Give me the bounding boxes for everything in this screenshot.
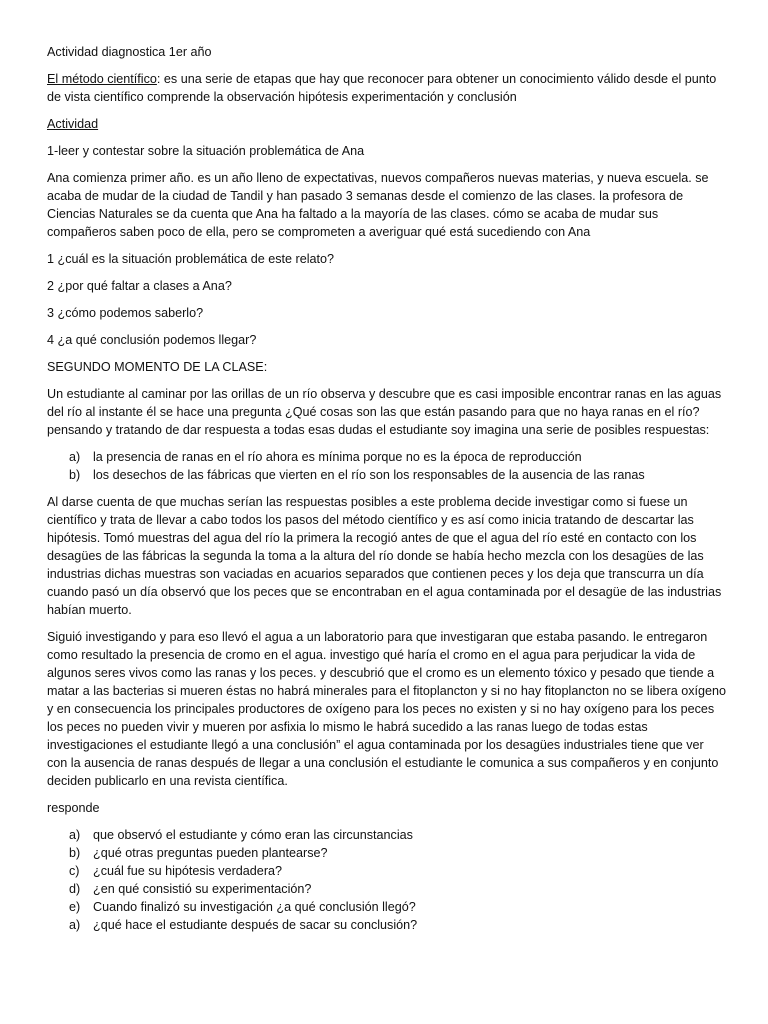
document-page — [47, 43, 727, 943]
list-marker: a) — [69, 918, 81, 932]
list-item-text: ¿en qué consistió su experimentación? — [93, 882, 312, 896]
method-term: El método científico — [47, 72, 157, 86]
list-item — [47, 466, 727, 484]
question-3: 3 ¿cómo podemos saberlo? — [47, 306, 204, 320]
river-story: Un estudiante al caminar por las orillas de un río observa y descubre que es casi imposible encontrar ranas en las aguas del río al instante él se hace una pregunta ¿Qué cosas son las que están pasando para que no haya ranas en el río? pensando y tratando de dar respuesta a todas esas dudas el estudiante soy imagina una serie de posibles respuestas: — [47, 387, 722, 437]
list-marker: e) — [69, 900, 81, 914]
list-marker: c) — [69, 864, 80, 878]
list-item-text: ¿cuál fue su hipótesis verdadera? — [93, 864, 283, 878]
method-definition — [47, 70, 727, 106]
method-definition-text: : es una serie de etapas que hay que reconocer para obtener un conocimiento válido desde el punto de vista científico comprende la observación hipótesis experimentación y conclusión — [47, 72, 717, 104]
list-marker: b) — [69, 468, 81, 482]
list-item-text: ¿qué hace el estudiante después de sacar su conclusión? — [93, 918, 418, 932]
list-item — [47, 880, 727, 898]
investigation-paragraph-1: Al darse cuenta de que muchas serían las respuestas posibles a este problema decide investigar como si fuese un científico y trata de llevar a cabo todos los pasos del método científico y es así como inicia tratando de descartar las hipótesis. Tomó muestras del agua del río la primera la recogió antes de que el agua del río esté en contacto con los desagües de las fábricas la segunda la toma a la altura del río donde se había hecho mezcla con los desagües de las industrias dichas muestras son vaciadas en acuarios separados que contienen peces y los deja que transcurra un día cuando pasó un día observó que los peces que se encontraban en el agua contaminada por el desagüe de las industrias habían muerto. — [47, 495, 722, 617]
list-marker: b) — [69, 846, 81, 860]
list-item — [47, 448, 727, 466]
list-item-text: la presencia de ranas en el río ahora es mínima porque no es la época de reproducción — [93, 450, 582, 464]
list-marker: a) — [69, 828, 81, 842]
question-2: 2 ¿por qué faltar a clases a Ana? — [47, 279, 232, 293]
list-item — [47, 862, 727, 880]
list-item — [47, 844, 727, 862]
instruction-text: 1-leer y contestar sobre la situación problemática de Ana — [47, 144, 365, 158]
document-title: Actividad diagnostica 1er año — [47, 45, 212, 59]
list-marker: d) — [69, 882, 81, 896]
hypotheses-list — [47, 448, 727, 484]
ana-story: Ana comienza primer año. es un año lleno de expectativas, nuevos compañeros nuevas materias, y nueva escuela. se acaba de mudar de la ciudad de Tandil y han pasado 3 semanas desde el comienzo de las clases. la profesora de Ciencias Naturales se da cuenta que Ana ha faltado a la mayoría de las clases. cómo se acaba de mudar sus compañeros saben poco de ella, pero se comprometen a averiguar qué está sucediendo con Ana — [47, 171, 709, 239]
question-4: 4 ¿a qué conclusión podemos llegar? — [47, 333, 257, 347]
list-item — [47, 916, 727, 934]
list-item-text: ¿qué otras preguntas pueden plantearse? — [93, 846, 328, 860]
investigation-paragraph-2: Siguió investigando y para eso llevó el agua a un laboratorio para que investigaran que estaba pasando. le entregaron como resultado la presencia de cromo en el agua. investigo qué haría el cromo en el agua para perjudicar la vida de algunos seres vivos como las ranas y los peces. y descubrió que el cromo es un elemento tóxico y pesado que tiende a matar a las bacterias si mueren éstas no habrá minerales para el fitoplancton y si no hay fitoplancton no se libera oxígeno y en consecuencia los principales productores de oxígeno para los peces no existen y si no hay oxígeno para los peces los peces no pueden vivir y mueren por asfixia lo mismo le habrá sucedido a las ranas luego de todas estas investigaciones el estudiante llegó a una conclusión” el agua contaminada por los desagües industriales tiene que ver con la ausencia de ranas después de llegar a una conclusión el estudiante le comunica a sus compañeros y en conjunto deciden publicarlo en una revista científica. — [47, 630, 727, 788]
list-item-text: que observó el estudiante y cómo eran las circunstancias — [93, 828, 413, 842]
list-item-text: los desechos de las fábricas que vierten en el río son los responsables de la ausencia de las ranas — [93, 468, 645, 482]
list-item-text: Cuando finalizó su investigación ¿a qué conclusión llegó? — [93, 900, 416, 914]
second-moment-heading: SEGUNDO MOMENTO DE LA CLASE: — [47, 360, 268, 374]
respond-heading: responde — [47, 801, 100, 815]
question-1: 1 ¿cuál es la situación problemática de este relato? — [47, 252, 335, 266]
final-questions-list — [47, 826, 727, 934]
list-item — [47, 898, 727, 916]
list-marker: a) — [69, 450, 81, 464]
activity-heading: Actividad — [47, 117, 99, 131]
list-item — [47, 826, 727, 844]
